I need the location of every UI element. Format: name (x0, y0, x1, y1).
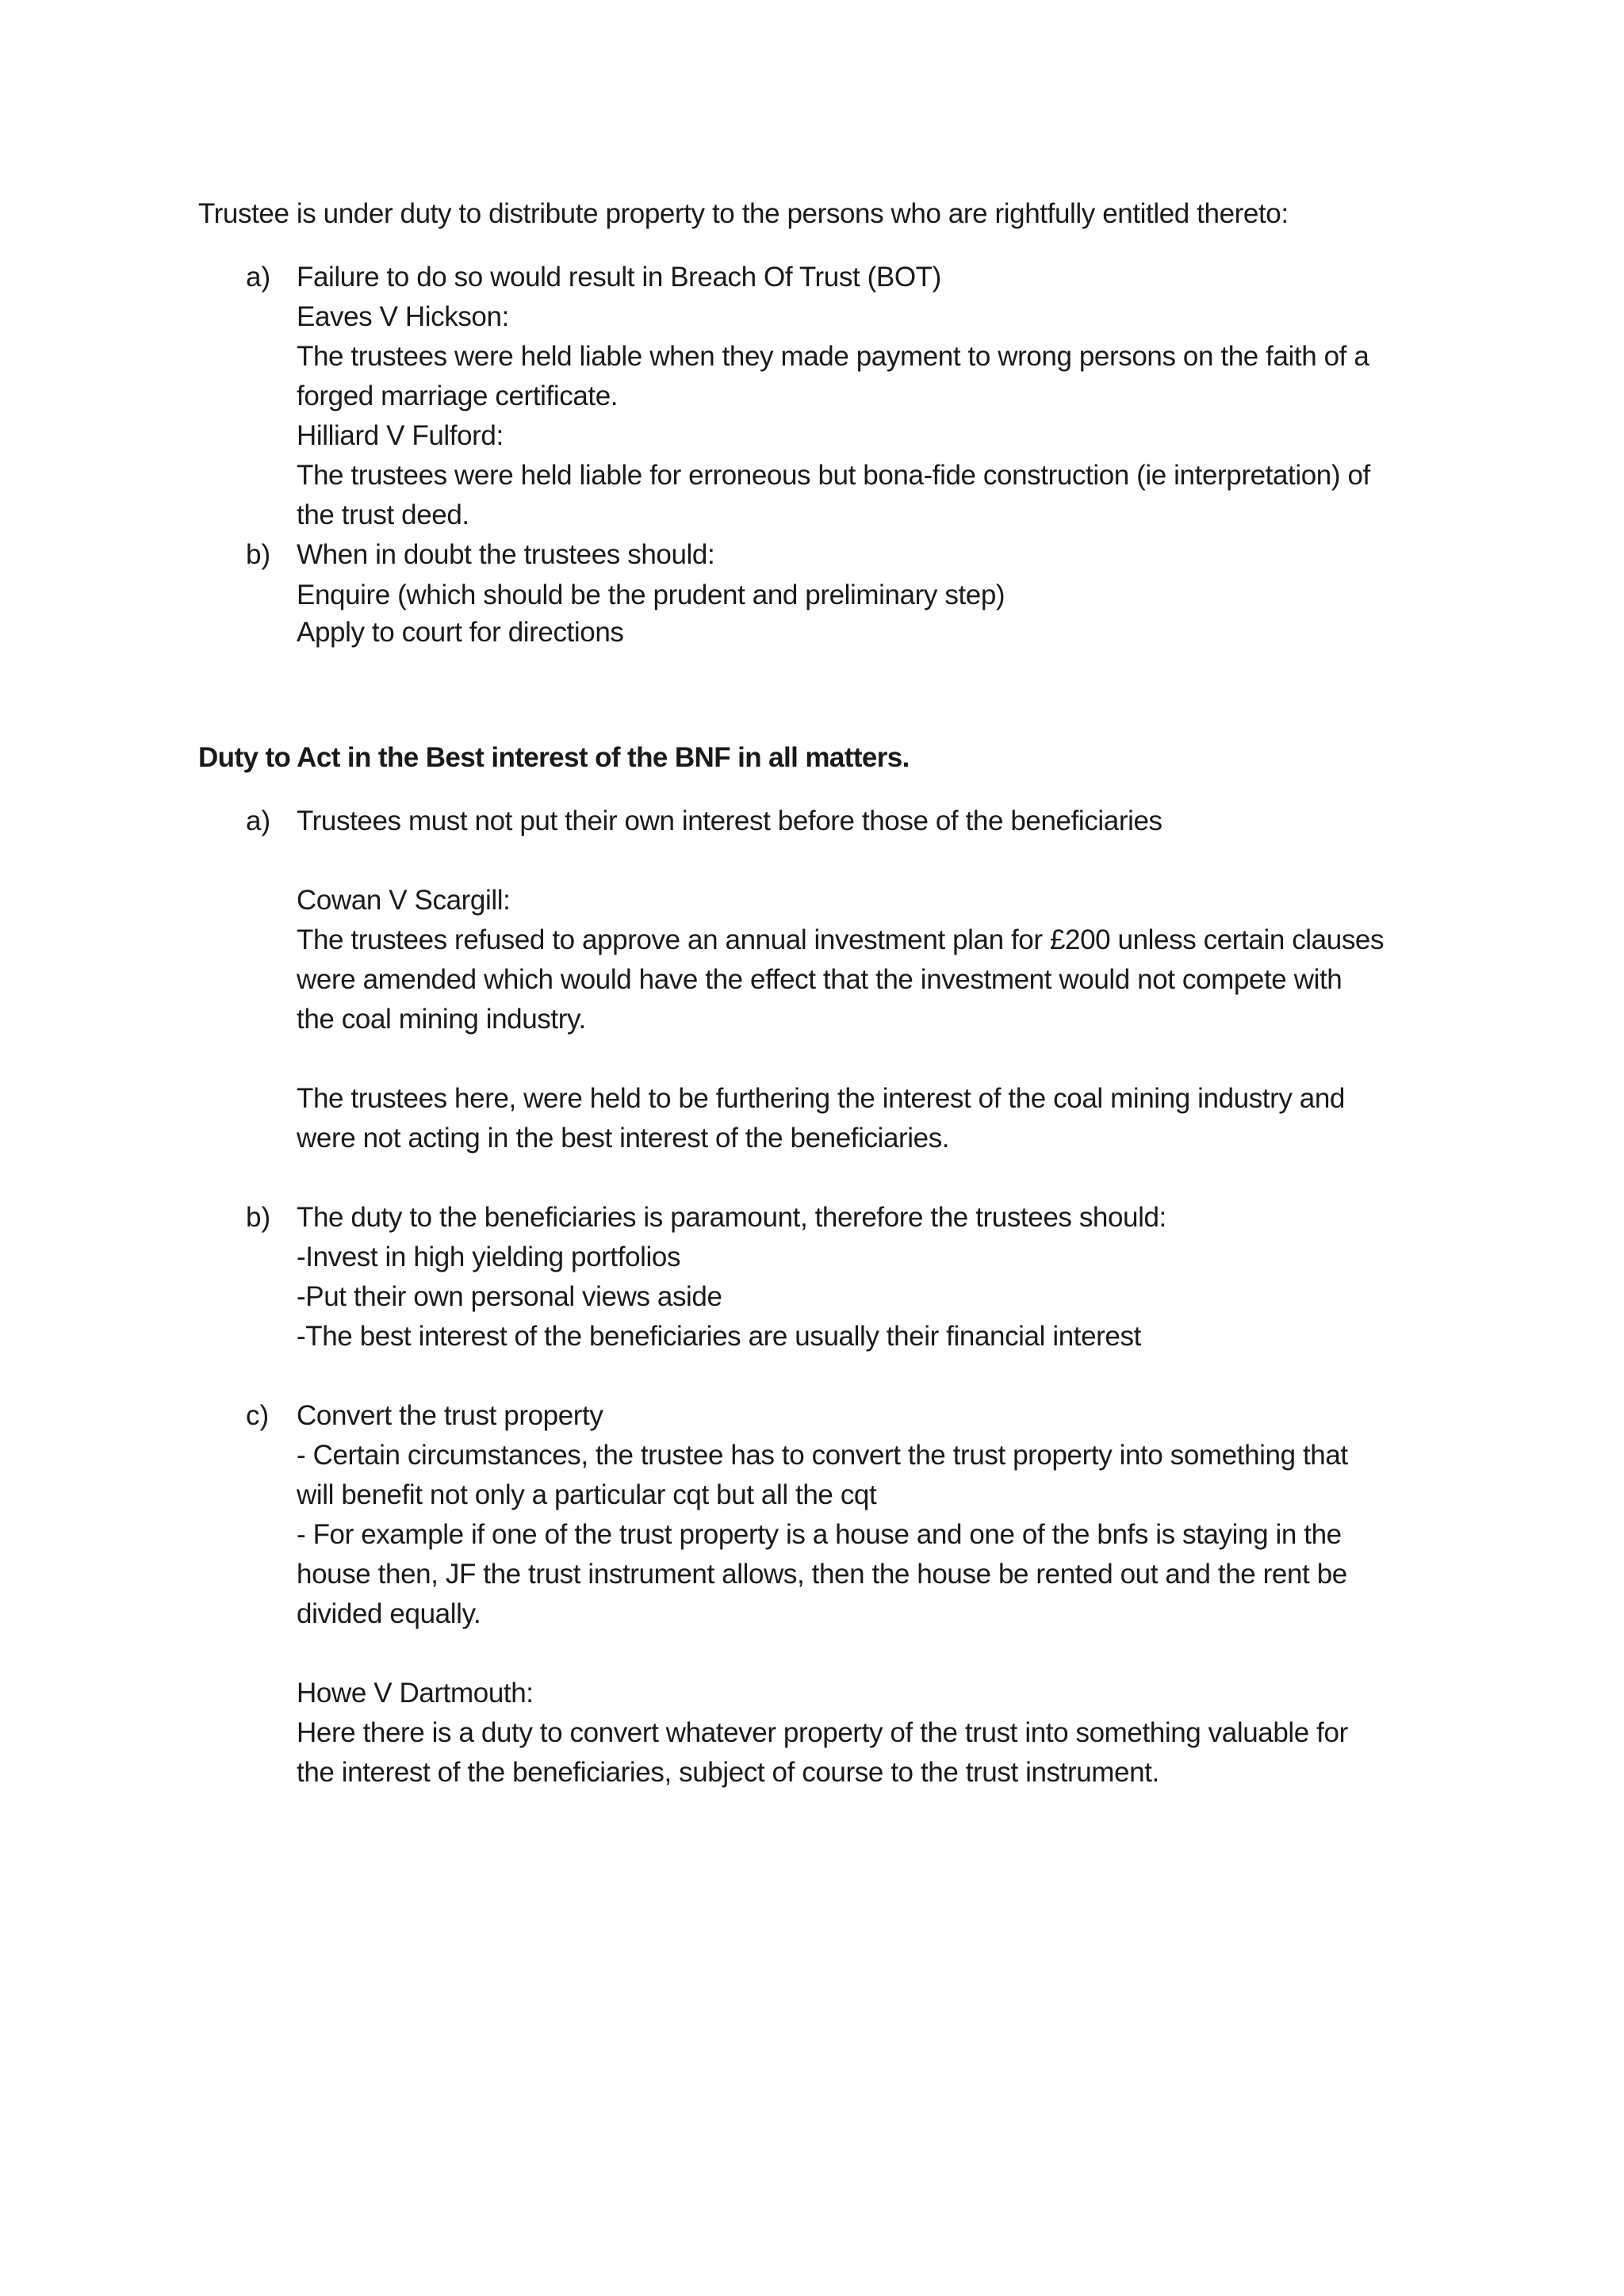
case-description: the coal mining industry. (297, 1004, 586, 1035)
list-marker-a: a) (246, 262, 271, 293)
list-marker-b: b) (246, 539, 271, 570)
list-item-text: Convert the trust property (297, 1400, 603, 1431)
list-item-text: will benefit not only a particular cqt but all the cqt (297, 1479, 877, 1510)
list-item-text: The duty to the beneficiaries is paramount, therefore the trustees should: (297, 1202, 1166, 1233)
section-heading: Duty to Act in the Best interest of the BNF in all matters. (198, 742, 910, 773)
case-description: The trustees here, were held to be furthering the interest of the coal mining industry and (297, 1083, 1345, 1114)
intro-paragraph: Trustee is under duty to distribute property to the persons who are rightfully entitled thereto: (198, 198, 1289, 229)
list-item-text: -The best interest of the beneficiaries are usually their financial interest (297, 1321, 1141, 1352)
case-description: forged marriage certificate. (297, 381, 619, 411)
case-description: were amended which would have the effect that the investment would not compete with (297, 964, 1342, 995)
list-item-text: - Certain circumstances, the trustee has to convert the trust property into something that (297, 1440, 1348, 1471)
case-description: Here there is a duty to convert whatever property of the trust into something valuable for (297, 1717, 1348, 1748)
list-marker-b: b) (246, 1202, 271, 1233)
case-description: the interest of the beneficiaries, subject of course to the trust instrument. (297, 1757, 1159, 1788)
list-item-text: -Invest in high yielding portfolios (297, 1242, 681, 1272)
list-item-text: Apply to court for directions (297, 617, 624, 648)
case-description: were not acting in the best interest of the beneficiaries. (297, 1123, 950, 1154)
case-description: The trustees were held liable when they made payment to wrong persons on the faith of a (297, 341, 1369, 372)
list-item-text: When in doubt the trustees should: (297, 539, 715, 570)
case-name: Hilliard V Fulford: (297, 420, 504, 451)
list-item-text: - For example if one of the trust property is a house and one of the bnfs is staying in the (297, 1519, 1342, 1550)
list-item-text: house then, JF the trust instrument allows, then the house be rented out and the rent be (297, 1559, 1347, 1590)
list-item-text: divided equally. (297, 1598, 481, 1629)
case-name: Cowan V Scargill: (297, 885, 511, 916)
list-item-text: -Put their own personal views aside (297, 1281, 722, 1312)
case-description: The trustees refused to approve an annual investment plan for £200 unless certain clauses (297, 924, 1385, 955)
list-item-text: Trustees must not put their own interest before those of the beneficiaries (297, 806, 1162, 836)
list-marker-a: a) (246, 806, 271, 836)
list-marker-c: c) (246, 1400, 270, 1431)
case-name: Eaves V Hickson: (297, 301, 509, 332)
case-description: the trust deed. (297, 499, 469, 530)
case-description: The trustees were held liable for erroneous but bona-fide construction (ie interpretation) of (297, 460, 1370, 491)
list-item-text: Enquire (which should be the prudent and preliminary step) (297, 580, 1005, 610)
case-name: Howe V Dartmouth: (297, 1678, 534, 1709)
list-item-text: Failure to do so would result in Breach Of Trust (BOT) (297, 262, 941, 293)
